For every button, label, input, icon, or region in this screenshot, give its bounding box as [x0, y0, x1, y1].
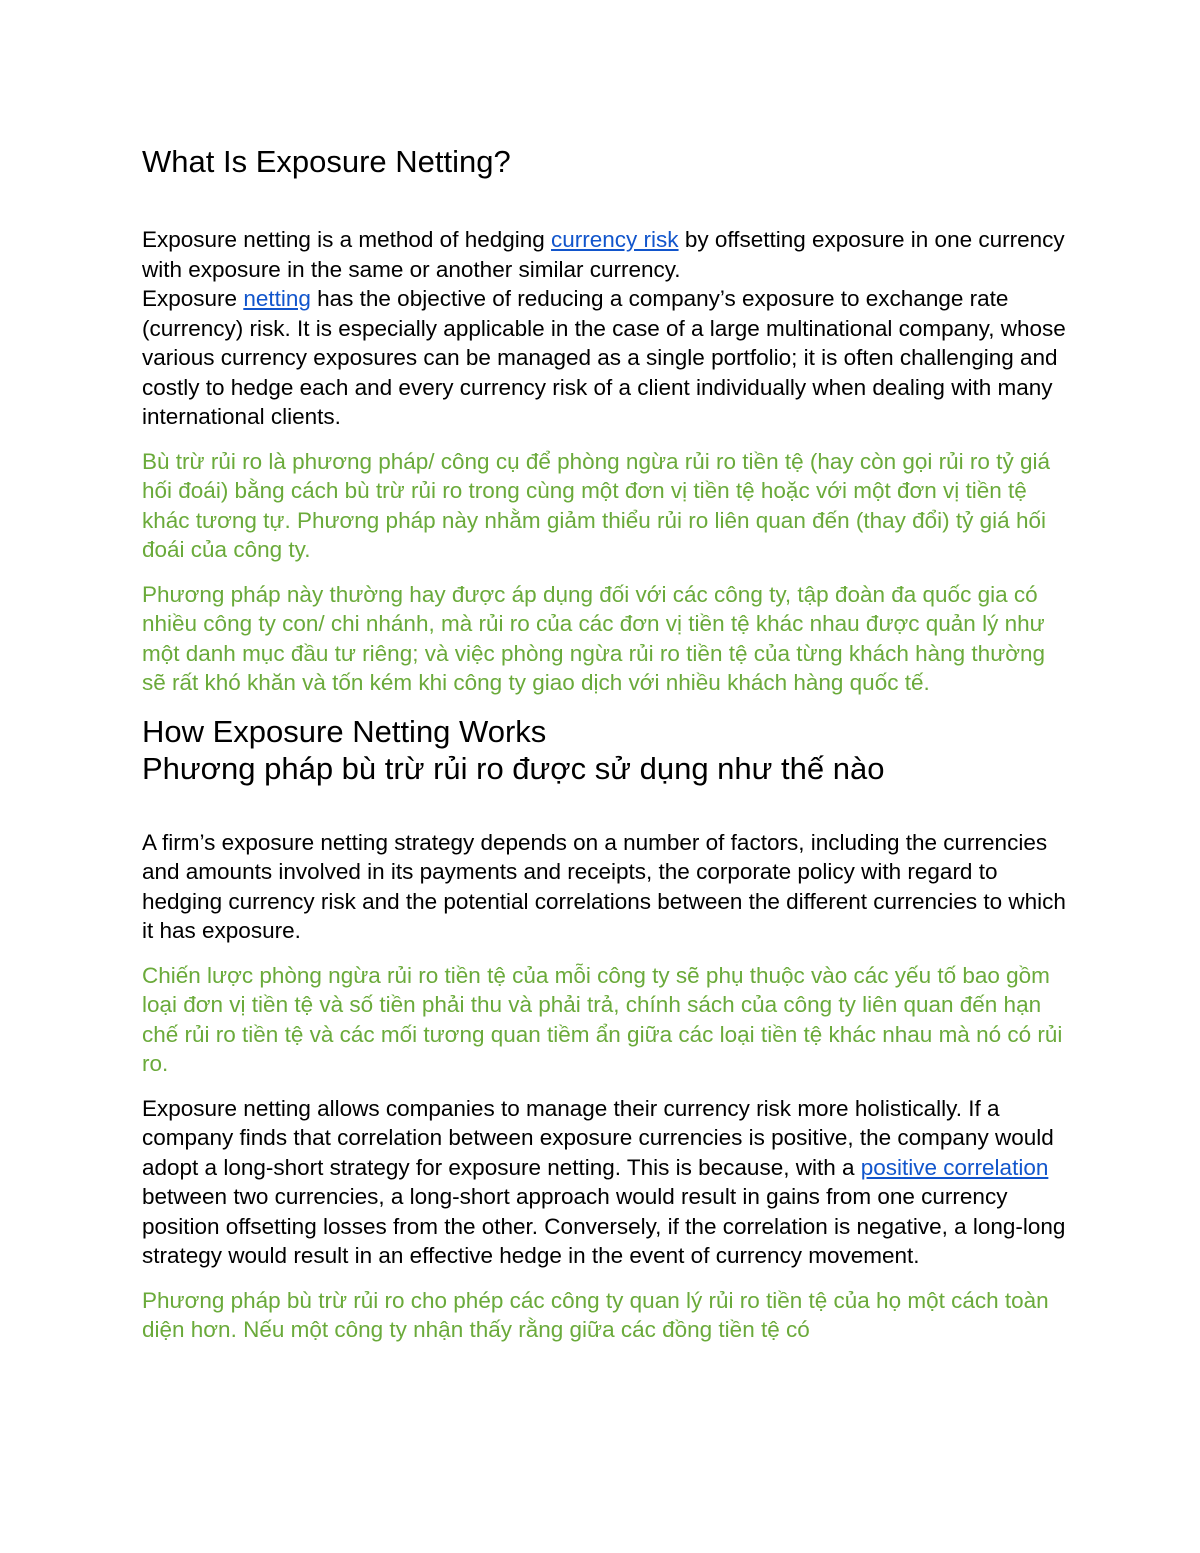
text-run: by offsetting exposure in one currency with exposure in the same or another similar currency. — [142, 227, 1065, 282]
link-currency-risk[interactable]: currency risk — [551, 227, 679, 252]
text-run: Exposure netting is a method of hedging — [142, 227, 552, 252]
heading-how-exposure-netting-works: How Exposure Netting Works — [142, 713, 547, 749]
link-netting[interactable]: netting — [243, 286, 311, 311]
text-run: has the objective of reducing a company’s exposure to exchange rate (currency) risk. It is especially applicable in the case of a large multinational company, whose various currency exposures can be managed as a single portfolio; it is often challenging and costly to hedge each and every currency risk of a client individually when dealing with many international clients. — [142, 286, 1066, 429]
paragraph-vi-application: Phương pháp này thường hay được áp dụng đối với các công ty, tập đoàn đa quốc gia có nhiều công ty con/ chi nhánh, mà rủi ro của các đơn vị tiền tệ khác nhau được quản lý như một danh mục đầu tư riêng; và việc phòng ngừa rủi ro tiền tệ của từng khách hàng thường sẽ rất khó khăn và tốn kém khi công ty giao dịch với nhiều khách hàng quốc tế. — [142, 581, 1046, 695]
link-positive-correlation[interactable]: positive correlation — [860, 1154, 1049, 1180]
heading-how-exposure-netting-works-vi: Phương pháp bù trừ rủi ro được sử dụng như thế nào — [142, 750, 885, 786]
document-body — [142, 142, 1072, 1345]
paragraph-vi-strategy: Chiến lược phòng ngừa rủi ro tiền tệ của mỗi công ty sẽ phụ thuộc vào các yếu tố bao gồm loại đơn vị tiền tệ và số tiền phải thu và phải trả, chính sách của công ty liên quan đến hạn chế rủi ro tiền tệ và các mối tương quan tiềm ẩn giữa các loại tiền tệ khác nhau mà nó có rủi ro. — [142, 962, 1063, 1076]
paragraph-strategy: A firm’s exposure netting strategy depends on a number of factors, including the currencies and amounts involved in its payments and receipts, the corporate policy with regard to hedging currency risk and the potential correlations between the different currencies to which it has exposure. — [142, 829, 1066, 943]
heading-what-is-exposure-netting: What Is Exposure Netting? — [142, 144, 511, 179]
text-run: Exposure — [142, 286, 244, 311]
text-run: between two currencies, a long-short approach would result in gains from one currency position offsetting losses from the other. Conversely, if the correlation is negative, a long-long strategy would result in an effective hedge in the event of currency movement. — [142, 1184, 1066, 1268]
paragraph-correlation — [142, 1094, 1072, 1271]
paragraph-vi-definition: Bù trừ rủi ro là phương pháp/ công cụ để phòng ngừa rủi ro tiền tệ (hay còn gọi rủi ro tỷ giá hối đoái) bằng cách bù trừ rủi ro trong cùng một đơn vị tiền tệ hoặc với một đơn vị tiền tệ khác tương tự. Phương pháp này nhằm giảm thiểu rủi ro liên quan đến (thay đổi) tỷ giá hối đoái của công ty. — [142, 448, 1050, 562]
text-run: Exposure netting allows companies to manage their currency risk more holistically. If a company finds that correlation between exposure currencies is positive, the company would adopt a long-short strategy for exposure netting. This is because, with a — [142, 1095, 1054, 1180]
paragraph-vi-correlation: Phương pháp bù trừ rủi ro cho phép các công ty quan lý rủi ro tiền tệ của họ một cách toàn diện hơn. Nếu một công ty nhận thấy rằng giữa các đồng tiền tệ có — [142, 1287, 1049, 1342]
paragraph-definition — [142, 225, 1072, 432]
